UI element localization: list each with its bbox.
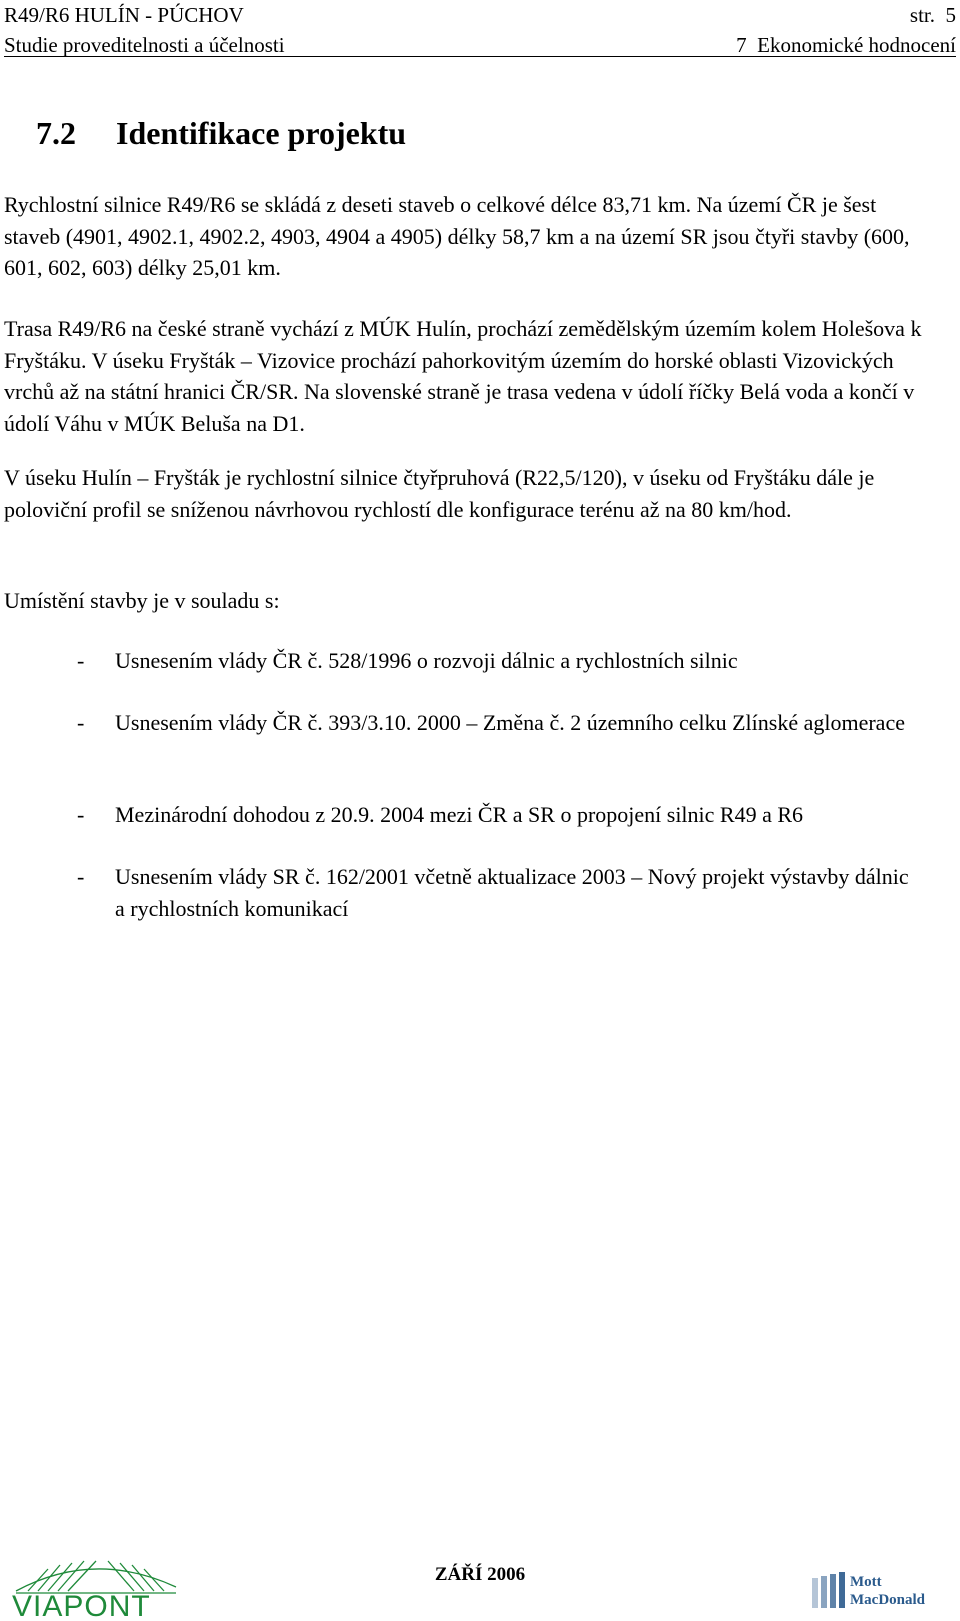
list-bullet: - (77, 648, 85, 673)
paragraph-profile: V úseku Hulín – Fryšták je rychlostní silnice čtyřpruhová (R22,5/120), v úseku od Fryštáku dále je poloviční profil se sníženou návrhovou rychlostí dle konfigurace terénu až na 80 km/hod. (4, 465, 875, 522)
chapter-title: 7 Ekonomické hodnocení (736, 33, 956, 57)
list-item-text: Usnesením vlády SR č. 162/2001 včetně aktualizace 2003 – Nový projekt výstavby dálnic a rychlostních komunikací (115, 864, 909, 921)
footer-date: ZÁŘÍ 2006 (434, 1564, 526, 1585)
list-item-text: Mezinárodní dohodou z 20.9. 2004 mezi ČR a SR o propojení silnic R49 a R6 (115, 802, 804, 827)
paragraph-intro: Rychlostní silnice R49/R6 se skládá z deseti staveb o celkové délce 83,71 km. Na území ČR je šest staveb (4901, 4902.1, 4902.2, 4903, 4904 a 4905) délky 58,7 km a na území SR jsou čtyři stavby (600, 601, 602, 603) délky 25,01 km. (4, 192, 910, 280)
viapont-logo-mark (16, 1561, 176, 1593)
section-title-text: Identifikace projektu (116, 115, 407, 151)
list-item-text: Usnesením vlády ČR č. 528/1996 o rozvoji dálnic a rychlostních silnic (115, 648, 738, 673)
list-bullet: - (77, 710, 85, 735)
page-header (4, 0, 956, 57)
paragraph-compliance: Umístění stavby je v souladu s: (4, 588, 280, 613)
mott-logo-line2: MacDonald (850, 1592, 925, 1608)
section-heading (36, 113, 406, 153)
paragraph-route: Trasa R49/R6 na české straně vychází z MÚK Hulín, prochází zemědělským územím kolem Holešova k Fryštáku. V úseku Fryšták – Vizovice prochází pahorkovitým územím do horské oblasti Vizovických vrchů až na státní hranici ČR/SR. Na slovenské straně je trasa vedena v údolí říčky Belá voda a končí v údolí Váhu v MÚK Beluša na D1. (4, 316, 922, 436)
list-item-text: Usnesením vlády ČR č. 393/3.10. 2000 – Změna č. 2 územního celku Zlínské aglomerace (115, 710, 905, 735)
mott-macdonald-logo (812, 1568, 960, 1612)
list-bullet: - (77, 802, 85, 827)
document-subtitle: Studie proveditelnosti a účelnosti (4, 33, 285, 57)
list-bullet: - (77, 864, 85, 889)
mott-macdonald-logo-mark (812, 1572, 845, 1608)
viapont-logo-text: VIAPONT (12, 1590, 151, 1617)
section-number: 7.2 (36, 115, 76, 151)
document-title: R49/R6 HULÍN - PÚCHOV (4, 3, 244, 27)
mott-logo-line1: Mott (850, 1574, 882, 1590)
viapont-logo (8, 1555, 180, 1617)
page-number: str. 5 (909, 3, 956, 27)
